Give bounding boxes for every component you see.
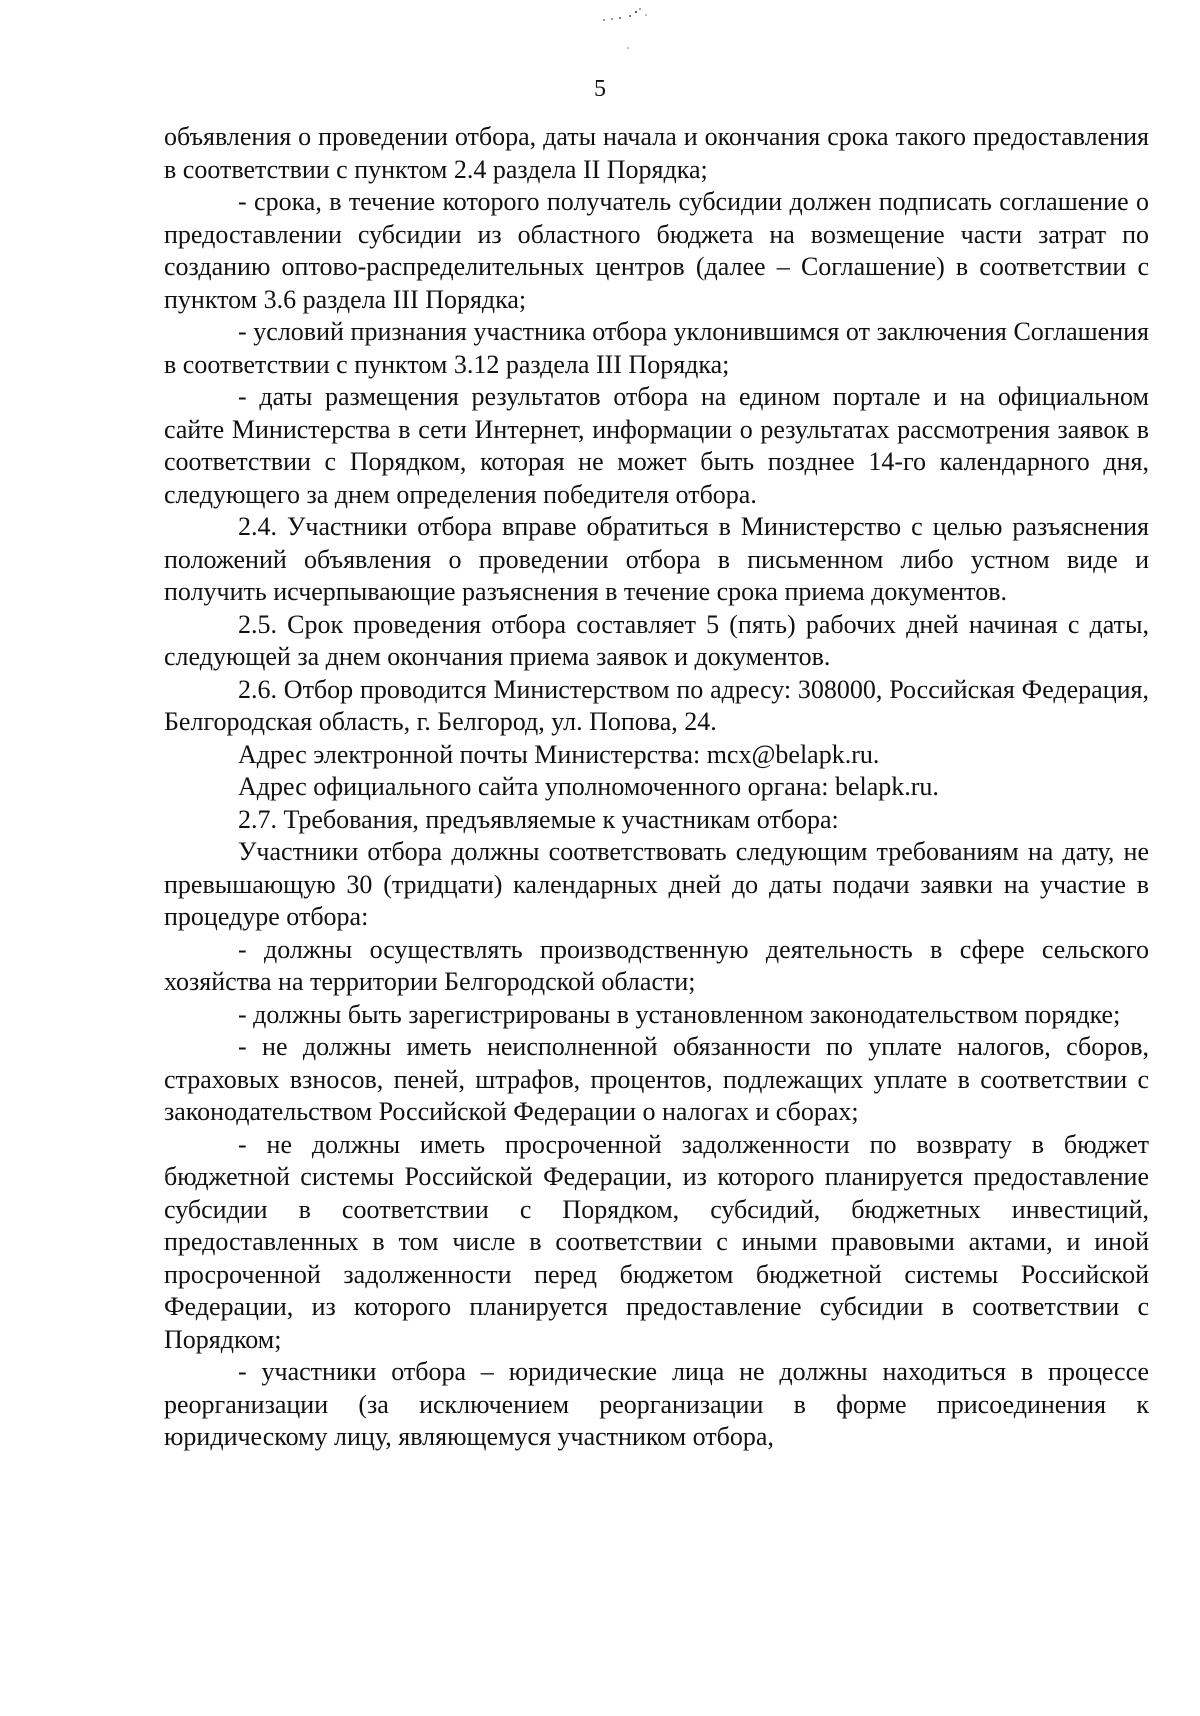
paragraph: - даты размещения результатов отбора на едином портале и на официальном сайте Министерства в сети Интернет, информации о результатах рассмотрения заявок в соответствии с Порядком, которая не может быть позднее 14-го календарного дня, следующего за днем определения победителя отбора.	[164, 382, 1149, 509]
paragraph: - должны осуществлять производственную деятельность в сфере сельского хозяйства на территории Белгородской области;	[164, 934, 1149, 996]
paragraph: - должны быть зарегистрированы в установленном законодательством порядке;	[238, 999, 1121, 1029]
paragraph: объявления о проведении отбора, даты начала и окончания срока такого предоставления в соответствии с пунктом 2.4 раздела II Порядка;	[164, 122, 1149, 184]
paragraph: - условий признания участника отбора уклонившимся от заключения Соглашения в соответствии с пунктом 3.12 раздела III Порядка;	[164, 317, 1149, 379]
paragraph: 2.5. Срок проведения отбора составляет 5 (пять) рабочих дней начиная с даты, следующей за днем окончания приема заявок и документов.	[164, 609, 1149, 671]
paragraph: Адрес электронной почты Министерства: mcx@belapk.ru.	[238, 739, 880, 769]
document-body	[164, 121, 1149, 1454]
paragraph: - не должны иметь просроченной задолженности по возврату в бюджет бюджетной системы Российской Федерации, из которого планируется предоставление субсидии в соответствии с Порядком, субсидий, бюджетных инвестиций, предоставленных в том числе в соответствии с иными правовыми актами, и иной просроченной задолженности перед бюджетом бюджетной системы Российской Федерации, из которого планируется предоставление субсидии в соответствии с Порядком;	[164, 1129, 1149, 1354]
scan-specks-decoration	[600, 6, 720, 56]
paragraph: Адрес официального сайта уполномоченного органа: belapk.ru.	[238, 772, 939, 801]
page-number: 5	[594, 76, 606, 102]
paragraph: - не должны иметь неисполненной обязанности по уплате налогов, сборов, страховых взносов, пеней, штрафов, процентов, подлежащих уплате в соответствии с законодательством Российской Федерации о налогах и сборах;	[164, 1032, 1149, 1126]
paragraph: Участники отбора должны соответствовать следующим требованиям на дату, не превышающую 30 (тридцати) календарных дней до даты подачи заявки на участие в процедуре отбора:	[164, 837, 1149, 931]
paragraph: 2.4. Участники отбора вправе обратиться в Министерство с целью разъяснения положений объявления о проведении отбора в письменном либо устном виде и получить исчерпывающие разъяснения в течение срока приема документов.	[164, 512, 1149, 606]
paragraph: - срока, в течение которого получатель субсидии должен подписать соглашение о предоставлении субсидии из областного бюджета на возмещение части затрат по созданию оптово-распределительных центров (далее – Соглашение) в соответствии с пунктом 3.6 раздела III Порядка;	[164, 187, 1149, 314]
paragraph: 2.7. Требования, предъявляемые к участникам отбора:	[238, 804, 839, 834]
paragraph: - участники отбора – юридические лица не должны находиться в процессе реорганизации (за исключением реорганизации в форме присоединения к юридическому лицу, являющемуся участником отбора,	[164, 1357, 1149, 1451]
paragraph: 2.6. Отбор проводится Министерством по адресу: 308000, Российская Федерация, Белгородская область, г. Белгород, ул. Попова, 24.	[164, 674, 1149, 736]
